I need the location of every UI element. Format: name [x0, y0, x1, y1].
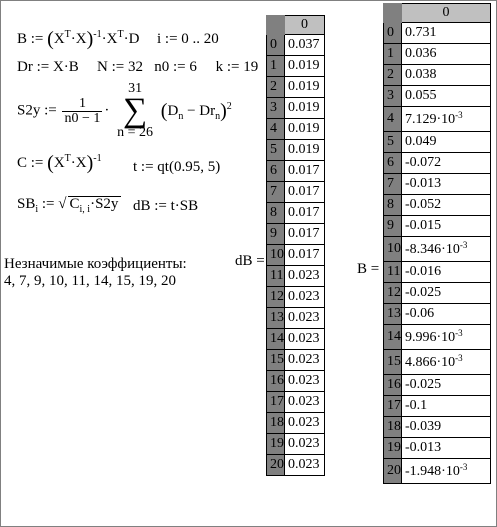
row-index: 20: [384, 459, 402, 484]
matrix-row: [384, 283, 491, 304]
row-index: 6: [267, 161, 285, 182]
cell-value: 0.017: [288, 247, 320, 262]
matrix-row: [267, 455, 325, 476]
var-sb: SB: [17, 196, 36, 212]
formula-s2y[interactable]: S2y := $\frac{1}{n0 - 1}$ · 31 ∑ n = 26 $(D_n - Dr_n)^2$: [17, 81, 232, 140]
row-index: 2: [384, 65, 402, 86]
open-paren: (: [47, 28, 54, 50]
matrix-row: [267, 203, 325, 224]
matrix-row: [267, 98, 325, 119]
summation: [117, 82, 153, 140]
matrix-row: [384, 304, 491, 325]
cell-value: -0.039: [405, 419, 442, 434]
b-matrix-body: [384, 23, 491, 484]
cell-value: 0.023: [288, 289, 320, 304]
matrix-cell[interactable]: [285, 56, 325, 77]
formula-params[interactable]: N := 32 n0 := 6 k := 19: [97, 59, 259, 75]
cell-value: 0.038: [405, 67, 437, 82]
formula-t-definition[interactable]: t := qt(0.95, 5): [133, 159, 221, 175]
matrix-row: [384, 438, 491, 459]
matrix-cell[interactable]: [285, 140, 325, 161]
matrix-corner: [384, 4, 402, 23]
row-index: 19: [384, 438, 402, 459]
fraction-numerator: 1: [62, 97, 102, 112]
column-header: 0: [402, 4, 491, 23]
formula-i-range[interactable]: i := 0 .. 20: [157, 31, 219, 47]
subscript-ii: i, i: [79, 204, 91, 215]
row-index: 20: [267, 455, 285, 476]
var-x: X: [75, 31, 87, 47]
row-index: 5: [267, 140, 285, 161]
row-index: 12: [384, 283, 402, 304]
matrix-cell[interactable]: [285, 287, 325, 308]
row-index: 17: [267, 392, 285, 413]
inverse-sup: -1: [93, 153, 102, 164]
matrix-cell[interactable]: [402, 23, 491, 44]
cell-value: 0.023: [288, 310, 320, 325]
matrix-cell[interactable]: [285, 245, 325, 266]
var-b: B: [17, 31, 28, 47]
cell-value: -0.013: [405, 440, 442, 455]
cell-value: 0.023: [288, 331, 320, 346]
cell-exponent: -3: [455, 110, 463, 120]
row-index: 19: [267, 434, 285, 455]
fraction: [62, 97, 102, 126]
matrix-cell[interactable]: [285, 119, 325, 140]
matrix-row: [384, 44, 491, 65]
cell-value: -0.025: [405, 377, 442, 392]
matrix-cell[interactable]: [402, 44, 491, 65]
var-dr: Dr: [199, 102, 216, 119]
matrix-cell[interactable]: [285, 161, 325, 182]
cell-value: -0.015: [405, 218, 442, 233]
matrix-cell[interactable]: [285, 329, 325, 350]
close-paren: ): [86, 28, 94, 50]
row-index: 10: [267, 245, 285, 266]
cell-value: -1.948·10: [405, 464, 460, 479]
var-c: C: [69, 196, 80, 212]
matrix-cell[interactable]: [402, 350, 491, 375]
cell-value: -0.013: [405, 176, 442, 191]
dot-operator: ·: [101, 31, 107, 47]
matrix-cell[interactable]: [285, 413, 325, 434]
matrix-row: [267, 140, 325, 161]
power-sup: 2: [226, 100, 232, 112]
cell-value: -0.052: [405, 197, 442, 212]
db-matrix-body: [267, 35, 325, 476]
matrix-cell[interactable]: [285, 455, 325, 476]
formula-b-definition[interactable]: [17, 29, 139, 49]
row-index: 2: [267, 77, 285, 98]
row-index: 8: [384, 195, 402, 216]
matrix-cell[interactable]: [402, 396, 491, 417]
cell-value: 0.019: [288, 58, 320, 73]
subscript-n: n: [215, 110, 221, 122]
note-title: Незначимые коэффициенты:: [4, 256, 187, 272]
note-list: 4, 7, 9, 10, 11, 14, 15, 19, 20: [4, 273, 176, 289]
subscript-i: i: [35, 204, 39, 215]
insignificant-coefficients-note: [4, 256, 187, 290]
matrix-cell[interactable]: [285, 182, 325, 203]
inverse-sup: -1: [93, 29, 102, 40]
row-index: 10: [384, 237, 402, 262]
matrix-row: [267, 329, 325, 350]
matrix-cell[interactable]: [402, 107, 491, 132]
matrix-corner: [267, 16, 285, 35]
row-index: 3: [267, 98, 285, 119]
row-index: 7: [267, 182, 285, 203]
row-index: 15: [267, 350, 285, 371]
sqrt-body: [68, 196, 122, 215]
minus-operator: −: [187, 102, 196, 119]
matrix-row: [384, 375, 491, 396]
row-index: 6: [384, 153, 402, 174]
cell-exponent: -3: [455, 328, 463, 338]
matrix-row: [384, 325, 491, 350]
b-matrix[interactable]: [383, 3, 491, 484]
cell-value: -0.072: [405, 155, 442, 170]
row-index: 14: [267, 329, 285, 350]
cell-value: -8.346·10: [405, 242, 460, 257]
b-matrix-label: B =: [357, 261, 380, 277]
matrix-row: [384, 396, 491, 417]
matrix-row: [267, 371, 325, 392]
cell-value: -0.025: [405, 285, 442, 300]
fraction-denominator: n0 − 1: [64, 110, 101, 126]
formula-db-definition[interactable]: dB := t·SB: [133, 198, 199, 214]
matrix-cell[interactable]: [402, 86, 491, 107]
matrix-row: [267, 308, 325, 329]
row-index: 18: [267, 413, 285, 434]
row-index: 4: [384, 107, 402, 132]
matrix-row: [267, 266, 325, 287]
formula-c-definition[interactable]: [17, 153, 102, 173]
row-index: 16: [384, 375, 402, 396]
subscript-n: n: [178, 110, 184, 122]
matrix-cell[interactable]: [402, 153, 491, 174]
var-d: D: [167, 102, 179, 119]
column-header: 0: [285, 16, 325, 35]
cell-value: 0.023: [288, 415, 320, 430]
matrix-row: [267, 287, 325, 308]
close-paren: ): [220, 99, 227, 122]
matrix-row: [267, 119, 325, 140]
matrix-cell[interactable]: [402, 417, 491, 438]
row-index: 11: [267, 266, 285, 287]
matrix-row: [267, 434, 325, 455]
row-index: 9: [384, 216, 402, 237]
cell-value: 0.023: [288, 268, 320, 283]
matrix-cell[interactable]: [285, 392, 325, 413]
row-index: 5: [384, 132, 402, 153]
row-index: 12: [267, 287, 285, 308]
matrix-row: [267, 56, 325, 77]
matrix-row: [384, 459, 491, 484]
matrix-cell[interactable]: [402, 262, 491, 283]
matrix-row: [384, 107, 491, 132]
matrix-cell[interactable]: [402, 65, 491, 86]
cell-exponent: -3: [455, 353, 463, 363]
cell-exponent: -3: [459, 462, 468, 472]
cell-value: 0.037: [288, 37, 320, 52]
var-s2y: S2y :=: [17, 102, 57, 119]
cell-value: 0.023: [288, 352, 320, 367]
matrix-cell[interactable]: [402, 283, 491, 304]
var-c: C :=: [17, 155, 44, 171]
cell-value: 7.129·10: [405, 112, 456, 127]
var-x: X: [75, 155, 87, 171]
row-index: 14: [384, 325, 402, 350]
cell-value: 0.019: [288, 79, 320, 94]
matrix-cell[interactable]: [402, 325, 491, 350]
matrix-cell[interactable]: [402, 438, 491, 459]
matrix-row: [384, 216, 491, 237]
row-index: 17: [384, 396, 402, 417]
assign-operator: :=: [41, 196, 55, 212]
row-index: 1: [267, 56, 285, 77]
cell-value: 0.049: [405, 134, 437, 149]
matrix-row: [384, 153, 491, 174]
var-s2y: ·S2y: [90, 196, 119, 212]
sum-upper-limit: 31: [128, 81, 143, 96]
db-matrix[interactable]: [266, 15, 325, 476]
matrix-row: [384, 262, 491, 283]
cell-value: 0.023: [288, 373, 320, 388]
row-index: 9: [267, 224, 285, 245]
matrix-cell[interactable]: [402, 132, 491, 153]
matrix-cell[interactable]: [285, 350, 325, 371]
row-index: 0: [384, 23, 402, 44]
cell-value: 0.017: [288, 163, 320, 178]
sqrt-icon: √: [58, 196, 67, 212]
cell-value: 4.866·10: [405, 355, 456, 370]
matrix-row: [267, 350, 325, 371]
open-paren: (: [47, 152, 54, 174]
var-d: D: [128, 31, 140, 47]
cell-value: -0.016: [405, 264, 442, 279]
row-index: 1: [384, 44, 402, 65]
close-paren: ): [86, 152, 94, 174]
matrix-row: [384, 132, 491, 153]
transpose-sup: T: [117, 29, 124, 40]
matrix-cell[interactable]: [285, 77, 325, 98]
matrix-cell[interactable]: [402, 195, 491, 216]
row-index: 7: [384, 174, 402, 195]
formula-dr-definition[interactable]: Dr := X·B: [17, 59, 79, 75]
cell-value: 0.017: [288, 184, 320, 199]
row-index: 13: [384, 304, 402, 325]
sigma-icon: ∑: [122, 92, 148, 129]
matrix-row: [267, 182, 325, 203]
matrix-row: [384, 86, 491, 107]
row-index: 18: [384, 417, 402, 438]
matrix-cell[interactable]: [402, 375, 491, 396]
row-index: 16: [267, 371, 285, 392]
matrix-row: [267, 224, 325, 245]
assign-operator: :=: [30, 31, 44, 47]
matrix-row: [384, 23, 491, 44]
dot-operator: ·: [123, 31, 129, 47]
matrix-row: [267, 77, 325, 98]
matrix-row: [384, 195, 491, 216]
matrix-cell[interactable]: [285, 98, 325, 119]
matrix-cell[interactable]: [285, 203, 325, 224]
cell-value: 0.019: [288, 100, 320, 115]
matrix-cell[interactable]: [285, 266, 325, 287]
matrix-row: [384, 65, 491, 86]
matrix-row: [267, 245, 325, 266]
matrix-row: [384, 417, 491, 438]
cell-value: 0.023: [288, 436, 320, 451]
matrix-cell[interactable]: [402, 216, 491, 237]
matrix-cell[interactable]: [285, 434, 325, 455]
row-index: 0: [267, 35, 285, 56]
cell-value: 0.036: [405, 46, 437, 61]
row-index: 13: [267, 308, 285, 329]
matrix-row: [267, 392, 325, 413]
cell-value: 9.996·10: [405, 330, 456, 345]
var-x: X: [53, 155, 65, 171]
cell-value: 0.731: [405, 25, 437, 40]
matrix-cell[interactable]: [402, 304, 491, 325]
cell-value: 0.019: [288, 121, 320, 136]
matrix-cell[interactable]: [402, 174, 491, 195]
cell-value: -0.1: [405, 398, 428, 413]
cell-value: 0.023: [288, 394, 320, 409]
matrix-row: [267, 161, 325, 182]
cell-value: -0.06: [405, 306, 435, 321]
matrix-row: [267, 413, 325, 434]
matrix-row: [384, 350, 491, 375]
dot-operator: ·: [70, 155, 76, 171]
matrix-cell[interactable]: [285, 371, 325, 392]
cell-value: 0.019: [288, 142, 320, 157]
transpose-sup: T: [64, 29, 71, 40]
row-index: 3: [384, 86, 402, 107]
row-index: 15: [384, 350, 402, 375]
var-x: X: [53, 31, 65, 47]
matrix-cell[interactable]: [285, 35, 325, 56]
matrix-row: [384, 174, 491, 195]
matrix-cell[interactable]: [402, 237, 491, 262]
db-matrix-label: dB =: [235, 253, 265, 269]
sum-lower-limit: n = 26: [117, 125, 154, 140]
transpose-sup: T: [64, 153, 71, 164]
open-paren: (: [160, 99, 168, 122]
cell-value: 0.017: [288, 205, 320, 220]
formula-sb-definition[interactable]: [17, 196, 121, 215]
row-index: 11: [384, 262, 402, 283]
cell-value: 0.023: [288, 457, 320, 472]
cell-exponent: -3: [459, 240, 468, 250]
matrix-row: [267, 35, 325, 56]
row-index: 4: [267, 119, 285, 140]
cell-value: 0.055: [405, 88, 437, 103]
var-x: X: [106, 31, 118, 47]
cell-value: 0.017: [288, 226, 320, 241]
matrix-cell[interactable]: [402, 459, 491, 484]
matrix-row: [384, 237, 491, 262]
row-index: 8: [267, 203, 285, 224]
matrix-cell[interactable]: [285, 224, 325, 245]
matrix-cell[interactable]: [285, 308, 325, 329]
dot-operator: ·: [70, 31, 76, 47]
